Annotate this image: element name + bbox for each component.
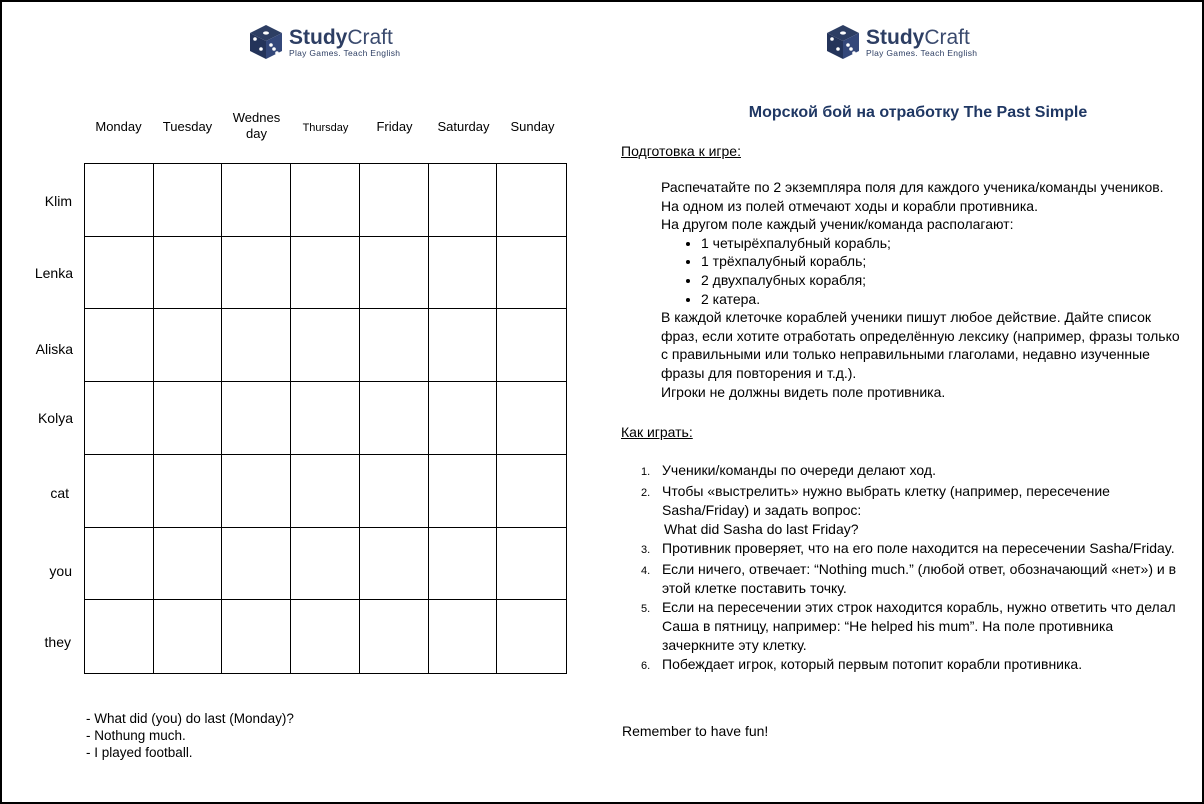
grid-cell [360,600,429,673]
grid-cell [291,600,360,673]
grid-cell [360,164,429,237]
grid-cell [85,164,154,237]
grid-cell [222,382,291,455]
grid-cell [429,237,498,310]
row-label: they [44,634,71,650]
example-dialogue [86,710,294,761]
day-header: Wednes day [232,110,281,141]
prep-section [661,178,1181,401]
row-label: Klim [44,193,72,209]
brand-tagline: Play Games. Teach English [289,47,401,58]
grid-cell [154,382,223,455]
grid-cell [429,455,498,528]
grid-cell [497,528,566,601]
example-line: - Nothung much. [86,728,186,743]
day-header: Sunday [510,119,555,134]
grid-cell [85,528,154,601]
grid-cell [360,237,429,310]
grid-cell [360,309,429,382]
grid-cell [291,237,360,310]
grid-cell [360,528,429,601]
game-grid [84,163,567,674]
row-label: Lenka [34,265,73,281]
grid-cell [429,382,498,455]
grid-cell [360,455,429,528]
list-item: 3. Противник проверяет, что на его поле находится на пересечении Sasha/Friday. [641,540,1175,556]
grid-cell [497,237,566,310]
day-header: Tuesday [162,119,213,134]
grid-cell [291,455,360,528]
ships-list [661,234,1181,308]
dice-icon [824,23,862,61]
list-item: • 2 двухпалубных корабля; [701,271,1181,290]
grid-cell [154,164,223,237]
day-header: Friday [376,119,413,134]
grid-cell [429,164,498,237]
grid-cell [497,309,566,382]
brand-name: StudyCraft [866,25,970,49]
grid-cell [429,309,498,382]
prep-text: На другом поле каждый ученик/команда располагают: [661,216,1014,233]
grid-cell [360,382,429,455]
grid-cell [154,455,223,528]
grid-cell [497,382,566,455]
grid-cell [429,600,498,673]
rules-title: Морской бой на отработку The Past Simple [748,104,1088,121]
grid-cell [497,455,566,528]
list-item: 5. Если на пересечении этих строк находится корабль, нужно ответить что делал Саша в пятницу, например: “He helped his mum”. На поле противника зачеркните эту клетку. [641,599,1176,653]
closing-text: Remember to have fun! [622,723,769,739]
grid-cell [222,309,291,382]
day-header: Monday [95,119,142,134]
day-header: Thursday [302,122,349,134]
grid-cell [291,309,360,382]
grid-cell [497,164,566,237]
row-label: cat [50,485,69,501]
grid-cell [222,237,291,310]
day-header: Saturday [437,119,490,134]
list-item: 2. Чтобы «выстрелить» нужно выбрать клетку (например, пересечение Sasha/Friday) и задать вопрос: What did Sasha do last Friday? [622,482,1182,539]
grid-cell [497,600,566,673]
row-label: you [49,563,72,579]
grid-cell [154,309,223,382]
grid-cell [85,237,154,310]
grid-cell [222,164,291,237]
prep-text: Распечатайте по 2 экземпляра поля для каждого ученика/команды учеников. На одном из полей отмечают ходы и корабли противника. [661,179,1164,214]
grid-cell [222,600,291,673]
list-item: 4. Если ничего, отвечает: “Nothing much.” (любой ответ, обозначающий «нет») и в этой клетке поставить точку. [641,561,1177,596]
prep-text: В каждой клеточке кораблей ученики пишут любое действие. Дайте список фраз, если хотите отработать определённую лексику (например, фразы только с правильными или только неправильными глаголами, недавно изученные фразы для повторения и т.д.). [661,309,1180,381]
grid-cell [222,528,291,601]
prep-heading: Подготовка к игре: [621,143,741,159]
studycraft-logo [824,23,977,61]
grid-cell [154,237,223,310]
brand-name: StudyCraft [289,25,393,49]
grid-cell [154,528,223,601]
studycraft-logo [247,23,400,61]
list-item: 1. Ученики/команды по очереди делают ход. [641,462,936,478]
grid-cell [429,528,498,601]
row-label: Aliska [35,341,73,357]
example-line: - I played football. [86,745,193,760]
how-heading: Как играть: [621,424,693,440]
example-question: What did Sasha do last Friday? [664,521,859,537]
grid-cell [154,600,223,673]
grid-cell [222,455,291,528]
row-label: Kolya [37,410,73,426]
grid-cell [291,528,360,601]
list-item: 6. Побеждает игрок, который первым потопит корабли противника. [641,656,1083,672]
dice-icon [247,23,285,61]
prep-text: Игроки не должны видеть поле противника. [661,383,946,400]
grid-cell [85,600,154,673]
list-item: • 1 четырёхпалубный корабль; [701,234,1181,253]
list-item: • 2 катера. [701,290,1181,309]
list-item: • 1 трёхпалубный корабль; [701,252,1181,271]
grid-cell [291,382,360,455]
steps-list [622,461,1182,676]
grid-cell [291,164,360,237]
grid-cell [85,309,154,382]
brand-tagline: Play Games. Teach English [866,47,978,58]
grid-cell [85,382,154,455]
example-line: - What did (you) do last (Monday)? [86,711,294,726]
grid-cell [85,455,154,528]
